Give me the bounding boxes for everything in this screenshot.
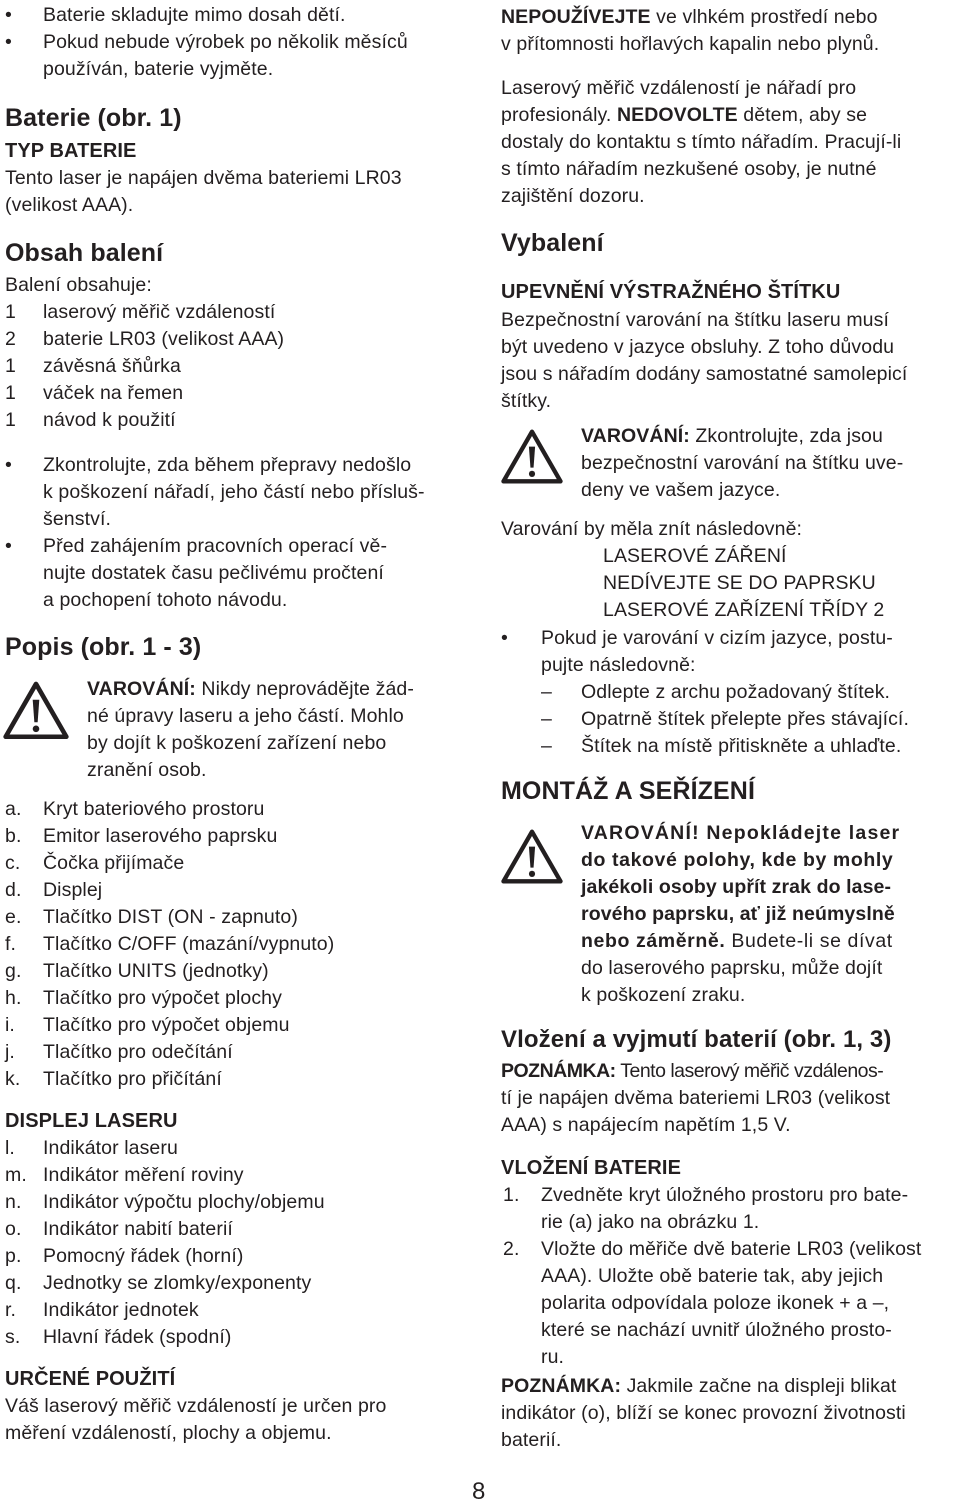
text-run: NEDOVOLTE — [616, 104, 738, 126]
part-label: Tlačítko pro přičítání — [43, 1068, 222, 1090]
warning-line: zranění osob. — [87, 759, 207, 781]
package-qty: 1 — [5, 301, 16, 323]
package-item: baterie LR03 (velikost AAA) — [43, 328, 285, 350]
paragraph-line: štítky. — [501, 390, 552, 412]
warning-line: deny ve vašem jazyce. — [581, 479, 781, 501]
display-label: Indikátor laseru — [43, 1137, 178, 1159]
warning-triangle-icon — [501, 428, 563, 484]
warning-line: jakékoli osoby upřít zrak do lase- — [581, 876, 892, 898]
section-heading: Vložení a vyjmutí baterií (obr. 1, 3) — [501, 1026, 892, 1053]
subheading: VLOŽENÍ BATERIE — [501, 1157, 682, 1179]
bullet-text: Baterie skladujte mimo dosah dětí. — [43, 4, 346, 26]
part-key: c. — [5, 852, 21, 874]
section-heading: Baterie (obr. 1) — [5, 104, 182, 132]
text-run: VAROVÁNÍ: — [581, 425, 690, 447]
paragraph-line — [501, 102, 867, 129]
package-item: laserový měřič vzdáleností — [43, 301, 276, 323]
dash-item: Opatrně štítek přelepte přes stávající. — [581, 708, 909, 730]
step-text: rie (a) jako na obrázku 1. — [541, 1211, 760, 1233]
part-key: e. — [5, 906, 22, 928]
text-run: NEPOUŽÍVEJTE — [501, 6, 651, 28]
step-number: 1. — [503, 1184, 520, 1206]
text-run: POZNÁMKA: — [501, 1060, 616, 1082]
bullet-text: k poškození nářadí, jeho částí nebo přísluš- — [43, 481, 425, 503]
text-run: Tento laserový měřič vzdálenos- — [615, 1060, 884, 1082]
text-run: VAROVÁNÍ: — [87, 678, 196, 700]
bullet-text: Pokud je varování v cizím jazyce, postu- — [541, 627, 893, 649]
paragraph-line: baterií. — [501, 1429, 562, 1451]
dash: – — [541, 681, 552, 703]
package-qty: 2 — [5, 328, 16, 350]
display-key: s. — [5, 1326, 21, 1348]
paragraph-line: Váš laserový měřič vzdáleností je určen pro — [5, 1395, 387, 1417]
bullet-text: Před zahájením pracovních operací vě- — [43, 535, 388, 557]
paragraph-line: Laserový měřič vzdáleností je nářadí pro — [501, 77, 857, 99]
display-label: Indikátor výpočtu plochy/objemu — [43, 1191, 325, 1213]
warning-line: do laserového paprsku, může dojít — [581, 957, 883, 979]
step-text: Zvedněte kryt úložného prostoru pro bate- — [541, 1184, 909, 1206]
display-key: r. — [5, 1299, 17, 1321]
display-key: n. — [5, 1191, 22, 1213]
text-run: POZNÁMKA: — [501, 1375, 622, 1397]
display-key: m. — [5, 1164, 27, 1186]
package-qty: 1 — [5, 355, 16, 377]
package-qty: 1 — [5, 382, 16, 404]
bullet-text: a pochopení tohoto návodu. — [43, 589, 288, 611]
part-key: a. — [5, 798, 22, 820]
warning-line: rového paprsku, ať již neúmyslně — [581, 903, 895, 925]
dash: – — [541, 708, 552, 730]
part-key: b. — [5, 825, 22, 847]
section-heading: MONTÁŽ A SEŘÍZENÍ — [501, 777, 756, 805]
text-run: Budete-li se dívat — [725, 930, 893, 952]
display-key: p. — [5, 1245, 22, 1267]
bullet: • — [5, 535, 12, 557]
subheading: URČENÉ POUŽITÍ — [5, 1368, 176, 1390]
label-line: LASEROVÉ ZÁŘENÍ — [603, 545, 787, 567]
page-number: 8 — [472, 1478, 486, 1505]
step-text: ru. — [541, 1346, 565, 1368]
part-label: Emitor laserového paprsku — [43, 825, 278, 847]
text-run: Zkontrolujte, zda jsou — [689, 425, 883, 447]
part-key: j. — [5, 1041, 15, 1063]
part-label: Tlačítko pro odečítání — [43, 1041, 233, 1063]
warning-line: k poškození zraku. — [581, 984, 746, 1006]
paragraph-line: být uvedeno v jazyce obsluhy. Z toho důvodu — [501, 336, 895, 358]
display-label: Pomocný řádek (horní) — [43, 1245, 244, 1267]
package-item: váček na řemen — [43, 382, 184, 404]
bullet-text: Zkontrolujte, zda během přepravy nedošlo — [43, 454, 412, 476]
section-heading: Vybalení — [501, 229, 604, 257]
warning-line: né úpravy laseru a jeho částí. Mohlo — [87, 705, 404, 727]
part-key: g. — [5, 960, 22, 982]
step-text: které se nachází uvnitř úložného prosto- — [541, 1319, 892, 1341]
step-text: AAA). Uložte obě baterie tak, aby jejich — [541, 1265, 884, 1287]
part-key: d. — [5, 879, 22, 901]
subheading: DISPLEJ LASERU — [5, 1110, 178, 1132]
display-label: Hlavní řádek (spodní) — [43, 1326, 232, 1348]
bullet-text: pujte následovně: — [541, 654, 696, 676]
section-heading: Popis (obr. 1 - 3) — [5, 633, 202, 661]
paragraph-line: Tento laser je napájen dvěma bateriemi LR03 — [5, 167, 402, 189]
display-label: Indikátor měření roviny — [43, 1164, 244, 1186]
text-run: Jakmile začne na displeji blikat — [621, 1375, 897, 1397]
display-label: Indikátor jednotek — [43, 1299, 199, 1321]
paragraph-line: (velikost AAA). — [5, 194, 134, 216]
part-label: Tlačítko pro výpočet plochy — [43, 987, 282, 1009]
paragraph-line: tí je napájen dvěma bateriemi LR03 (velikost — [501, 1087, 891, 1109]
paragraph-line: indikátor (o), blíží se konec provozní životnosti — [501, 1402, 906, 1424]
paragraph-line — [501, 4, 878, 31]
warning-triangle-icon — [3, 680, 69, 739]
warning-line — [581, 928, 893, 955]
paragraph-line — [501, 1058, 883, 1085]
package-item: závěsná šňůrka — [43, 355, 181, 377]
subheading: UPEVNĚNÍ VÝSTRAŽNÉHO ŠTÍTKU — [501, 281, 841, 303]
label-line: NEDÍVEJTE SE DO PAPRSKU — [603, 572, 876, 594]
display-label: Jednotky se zlomky/exponenty — [43, 1272, 312, 1294]
step-number: 2. — [503, 1238, 520, 1260]
warning-line: by dojít k poškození zařízení nebo — [87, 732, 387, 754]
dash-item: Štítek na místě přitiskněte a uhlaďte. — [581, 735, 902, 757]
paragraph-line: Balení obsahuje: — [5, 274, 152, 296]
part-key: k. — [5, 1068, 21, 1090]
paragraph-line: AAA) s napájecím napětím 1,5 V. — [501, 1114, 791, 1136]
part-label: Tlačítko UNITS (jednotky) — [43, 960, 269, 982]
part-key: f. — [5, 933, 17, 955]
display-key: l. — [5, 1137, 15, 1159]
bullet: • — [5, 4, 12, 26]
warning-line: do takové polohy, kde by mohly — [581, 849, 894, 871]
text-run: dětem, aby se — [737, 104, 868, 126]
paragraph-line: Varování by měla znít následovně: — [501, 518, 803, 540]
package-item: návod k použití — [43, 409, 176, 431]
section-heading: Obsah balení — [5, 239, 164, 267]
bullet-text: nujte dostatek času pečlivému pročtení — [43, 562, 384, 584]
part-key: h. — [5, 987, 22, 1009]
part-label: Kryt bateriového prostoru — [43, 798, 265, 820]
step-text: polarita odpovídala poloze ikonek + a –, — [541, 1292, 890, 1314]
bullet-text: používán, baterie vyjměte. — [43, 58, 274, 80]
paragraph-line: jsou s nářadím dodány samostatné samolepicí — [501, 363, 908, 385]
paragraph-line: Bezpečnostní varování na štítku laseru musí — [501, 309, 889, 331]
paragraph-line: zajištění dozoru. — [501, 185, 645, 207]
text-run: ve vlhkém prostředí nebo — [650, 6, 878, 28]
subheading: TYP BATERIE — [5, 140, 137, 162]
text-run: profesionály. — [501, 104, 617, 126]
bullet: • — [5, 31, 12, 53]
dash: – — [541, 735, 552, 757]
display-label: Indikátor nabití baterií — [43, 1218, 233, 1240]
warning-line: VAROVÁNÍ! Nepokládejte laser — [581, 822, 901, 844]
part-label: Tlačítko C/OFF (mazání/vypnuto) — [43, 933, 335, 955]
paragraph-line: s tímto nářadím nezkušené osoby, je nutné — [501, 158, 877, 180]
paragraph-line: měření vzdáleností, plochy a objemu. — [5, 1422, 332, 1444]
part-label: Tlačítko pro výpočet objemu — [43, 1014, 290, 1036]
warning-line — [581, 423, 883, 450]
paragraph-line: v přítomnosti hořlavých kapalin nebo plynů. — [501, 33, 880, 55]
display-key: o. — [5, 1218, 22, 1240]
warning-triangle-icon — [501, 828, 563, 884]
part-label: Displej — [43, 879, 103, 901]
bullet-text: šenství. — [43, 508, 111, 530]
display-key: q. — [5, 1272, 22, 1294]
bullet: • — [5, 454, 12, 476]
label-line: LASEROVÉ ZAŘÍZENÍ TŘÍDY 2 — [603, 599, 885, 621]
step-text: Vložte do měřiče dvě baterie LR03 (velikost — [541, 1238, 922, 1260]
warning-line — [87, 676, 414, 703]
part-label: Tlačítko DIST (ON - zapnuto) — [43, 906, 298, 928]
warning-line: bezpečnostní varování na štítku uve- — [581, 452, 904, 474]
part-label: Čočka přijímače — [43, 852, 185, 874]
bullet: • — [501, 627, 508, 649]
text-run: Nikdy neprovádějte žád- — [195, 678, 414, 700]
dash-item: Odlepte z archu požadovaný štítek. — [581, 681, 891, 703]
bullet-text: Pokud nebude výrobek po několik měsíců — [43, 31, 408, 53]
paragraph-line — [501, 1373, 896, 1400]
part-key: i. — [5, 1014, 15, 1036]
text-run: nebo záměrně. — [581, 930, 726, 952]
paragraph-line: dostaly do kontaktu s tímto nářadím. Pracují-li — [501, 131, 902, 153]
package-qty: 1 — [5, 409, 16, 431]
